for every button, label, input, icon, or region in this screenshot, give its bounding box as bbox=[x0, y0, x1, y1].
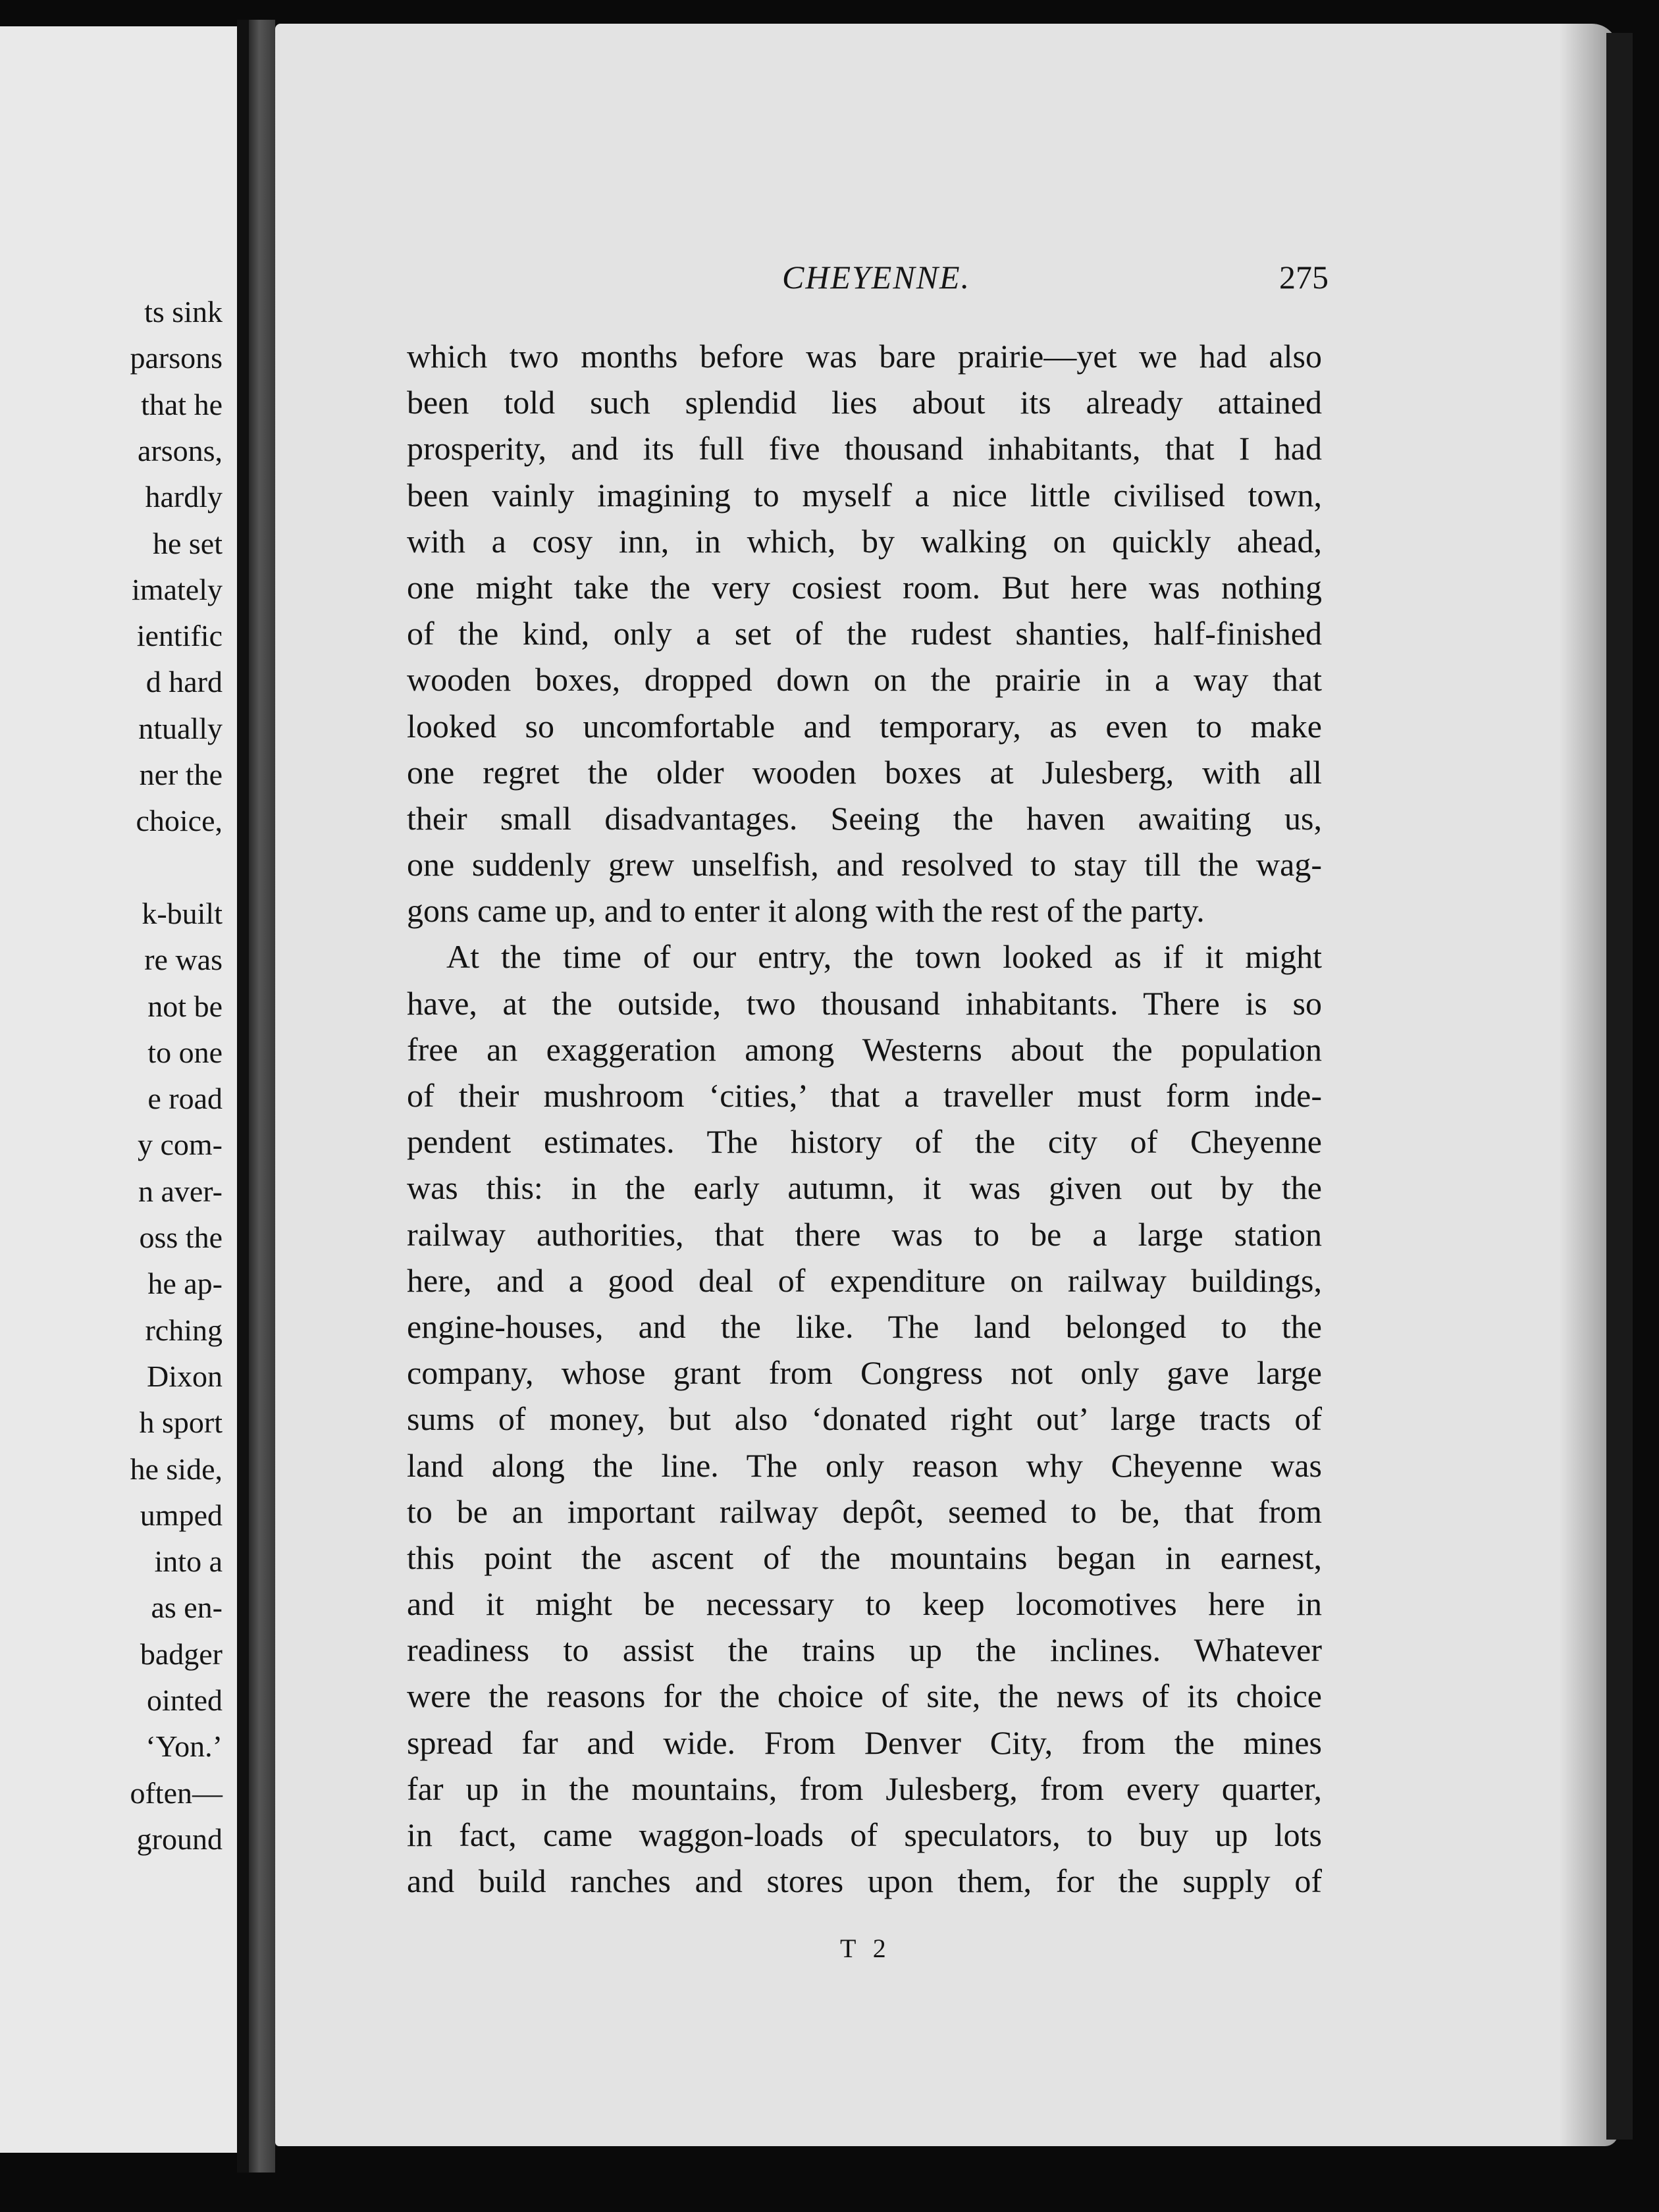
book-gutter bbox=[249, 20, 275, 2172]
text-line: At the time of our entry, the town looked as if it might bbox=[446, 938, 1322, 976]
text-line: looked so uncomfortable and temporary, as even to make bbox=[407, 707, 1322, 745]
left-page-line: he ap- bbox=[147, 1267, 223, 1301]
left-page-line: ntually bbox=[138, 711, 223, 745]
left-page-line: as en- bbox=[151, 1591, 223, 1625]
left-page-line: that he bbox=[141, 387, 223, 421]
main-page bbox=[275, 24, 1618, 2146]
page-right-edge bbox=[1606, 33, 1633, 2140]
text-line: with a cosy inn, in which, by walking on quickly ahead, bbox=[407, 522, 1322, 560]
text-line: readiness to assist the trains up the inclines. Whatever bbox=[407, 1631, 1322, 1669]
text-line: of their mushroom ‘cities,’ that a traveller must form inde- bbox=[407, 1077, 1322, 1114]
gutter-shadow bbox=[237, 20, 250, 2172]
text-line: far up in the mountains, from Julesberg, from every quarter, bbox=[407, 1770, 1322, 1807]
text-line: in fact, came waggon-loads of speculators, to buy up lots bbox=[407, 1816, 1322, 1853]
text-line: engine-houses, and the like. The land belonged to the bbox=[407, 1307, 1322, 1345]
text-line: to be an important railway depôt, seemed to be, that from bbox=[407, 1492, 1322, 1530]
text-line: one suddenly grew unselfish, and resolved to stay till the wag- bbox=[407, 846, 1322, 883]
text-line: gons came up, and to enter it along with the rest of the party. bbox=[407, 892, 1205, 930]
left-page-line: ner the bbox=[139, 758, 223, 791]
left-page-line: imately bbox=[132, 572, 223, 606]
left-page-line: arsons, bbox=[137, 433, 223, 467]
left-page-line: not be bbox=[147, 989, 223, 1023]
text-line: which two months before was bare prairie—yet we had also bbox=[407, 338, 1322, 375]
text-line: here, and a good deal of expenditure on railway buildings, bbox=[407, 1261, 1322, 1299]
text-line: of the kind, only a set of the rudest shanties, half-finished bbox=[407, 615, 1322, 652]
left-page-line: e road bbox=[147, 1082, 223, 1116]
text-line: company, whose grant from Congress not only gave large bbox=[407, 1354, 1322, 1392]
text-line: was this: in the early autumn, it was given out by the bbox=[407, 1169, 1322, 1207]
left-page-line: Dixon bbox=[147, 1359, 223, 1393]
text-line: and build ranches and stores upon them, for the supply of bbox=[407, 1862, 1322, 1900]
left-page-line: to one bbox=[147, 1035, 223, 1069]
left-page-line: ts sink bbox=[144, 295, 223, 329]
running-head bbox=[275, 258, 1618, 304]
text-line: one regret the older wooden boxes at Julesberg, with all bbox=[407, 753, 1322, 791]
left-page-line: hardly bbox=[145, 480, 223, 514]
left-page-line: choice, bbox=[136, 804, 223, 838]
text-line: their small disadvantages. Seeing the haven awaiting us, bbox=[407, 799, 1322, 837]
text-line: been told such splendid lies about its already attained bbox=[407, 384, 1322, 421]
text-line: spread far and wide. From Denver City, from the mines bbox=[407, 1724, 1322, 1761]
text-line: land along the line. The only reason why Cheyenne was bbox=[407, 1446, 1322, 1484]
left-page-line: badger bbox=[140, 1637, 223, 1671]
text-line: railway authorities, that there was to be a large station bbox=[407, 1215, 1322, 1253]
text-line: and it might be necessary to keep locomotives here in bbox=[407, 1585, 1322, 1623]
left-page-line: often— bbox=[130, 1776, 223, 1810]
left-page-line: h sport bbox=[139, 1406, 223, 1440]
left-page-line: d hard bbox=[145, 665, 223, 699]
left-page-line: k-built bbox=[142, 896, 223, 930]
text-line: pendent estimates. The history of the city of Cheyenne bbox=[407, 1123, 1322, 1161]
text-line: have, at the outside, two thousand inhabitants. There is so bbox=[407, 984, 1322, 1022]
left-page-line: ointed bbox=[147, 1683, 223, 1717]
text-line: been vainly imagining to myself a nice little civilised town, bbox=[407, 476, 1322, 514]
body-text bbox=[407, 333, 1322, 1904]
text-line: were the reasons for the choice of site, the news of its choice bbox=[407, 1677, 1322, 1715]
left-page-line: ground bbox=[136, 1822, 223, 1856]
text-line: wooden boxes, dropped down on the prairie in a way that bbox=[407, 661, 1322, 698]
left-facing-page bbox=[0, 26, 237, 2153]
running-title: CHEYENNE. bbox=[782, 259, 971, 296]
left-page-line: parsons bbox=[130, 341, 223, 375]
text-line: free an exaggeration among Westerns about the population bbox=[407, 1030, 1322, 1068]
left-page-line: re was bbox=[144, 943, 223, 977]
left-page-line: rching bbox=[145, 1313, 223, 1347]
left-page-line: he set bbox=[152, 526, 223, 560]
left-page-line: n aver- bbox=[138, 1174, 223, 1208]
text-line: this point the ascent of the mountains began in earnest, bbox=[407, 1539, 1322, 1576]
left-page-line: ‘Yon.’ bbox=[145, 1729, 223, 1764]
left-page-line: umped bbox=[140, 1498, 223, 1532]
left-page-line: he side, bbox=[130, 1452, 223, 1486]
text-line: one might take the very cosiest room. But here was nothing bbox=[407, 568, 1322, 606]
left-page-line: oss the bbox=[139, 1221, 223, 1254]
left-page-line: ientific bbox=[136, 619, 223, 653]
text-line: prosperity, and its full five thousand inhabitants, that I had bbox=[407, 430, 1322, 467]
left-page-line: into a bbox=[154, 1544, 223, 1579]
text-line: sums of money, but also ‘donated right out’ large tracts of bbox=[407, 1400, 1322, 1438]
page-number: 275 bbox=[1279, 259, 1329, 296]
signature-mark: T 2 bbox=[840, 1934, 891, 1963]
left-page-line: y com- bbox=[137, 1128, 223, 1162]
